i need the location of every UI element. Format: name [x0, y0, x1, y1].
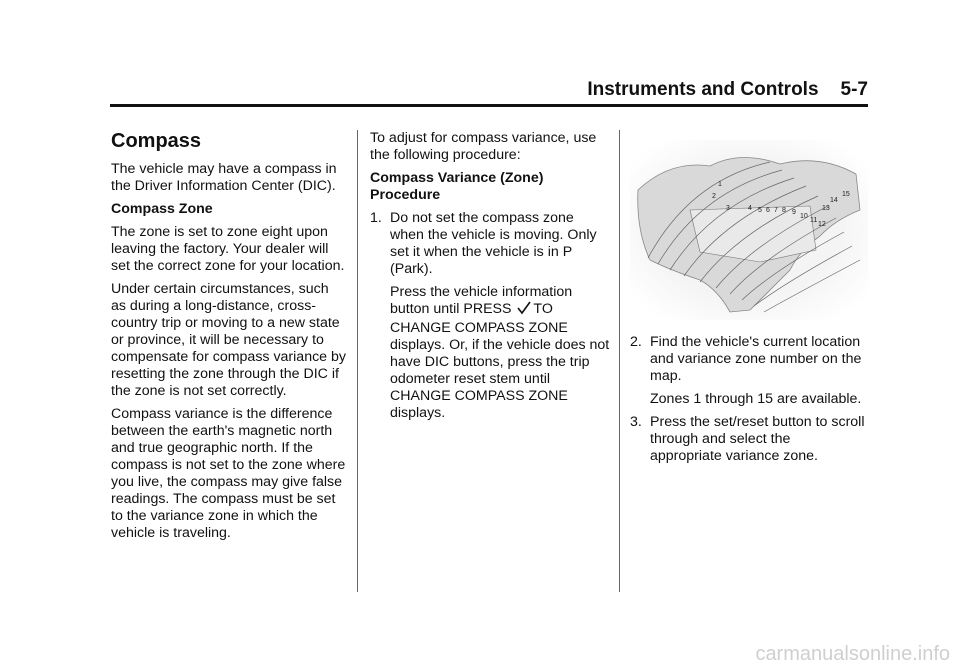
- zone-paragraph-3: Compass variance is the difference between the earth's magnetic north and true geographic north. If the compass is not set to the zone where you live, the compass may give false readings. The compass must be set to the variance zone in which the vehicle is traveling.: [111, 406, 346, 541]
- svg-text:8: 8: [782, 207, 786, 214]
- svg-text:13: 13: [822, 205, 830, 212]
- step-2-detail: Zones 1 through 15 are available.: [650, 391, 862, 407]
- step-number: 2.: [630, 334, 642, 350]
- svg-text:2: 2: [712, 193, 716, 200]
- svg-text:10: 10: [800, 213, 808, 220]
- svg-text:9: 9: [792, 209, 796, 216]
- svg-text:3: 3: [726, 205, 730, 212]
- column-3: [630, 334, 866, 471]
- column-2: [370, 130, 610, 428]
- svg-text:4: 4: [748, 205, 752, 212]
- zone-paragraph-2: Under certain circumstances, such as during a long-distance, cross-country trip or moving to a new state or province, it will be necessary to compensate for compass variance by resetting the zone through the DIC if the zone is not set correctly.: [111, 281, 346, 399]
- chapter-title: Instruments and Controls: [587, 79, 819, 100]
- column-1: [111, 125, 347, 548]
- north-america-map-icon: [630, 140, 868, 320]
- header-title: [587, 79, 868, 101]
- column-divider-1: [357, 130, 358, 592]
- compass-intro: The vehicle may have a compass in the Driver Information Center (DIC).: [111, 161, 337, 194]
- svg-text:5: 5: [758, 207, 762, 214]
- svg-text:14: 14: [830, 197, 838, 204]
- step-text: Do not set the compass zone when the vehicle is moving. Only set it when the vehicle is in P (Park).: [390, 210, 597, 277]
- svg-text:15: 15: [842, 191, 850, 198]
- svg-text:12: 12: [818, 221, 826, 228]
- step-text: Press the set/reset button to scroll through and select the appropriate variance zone.: [650, 414, 865, 464]
- compass-variance-zone-map: [630, 140, 868, 320]
- svg-text:11: 11: [810, 217, 818, 224]
- step-1-detail-a: Press the vehicle information button until PRESS: [390, 284, 573, 317]
- procedure-intro: To adjust for compass variance, use the following procedure:: [370, 130, 597, 163]
- svg-text:6: 6: [766, 207, 770, 214]
- zone-paragraph-1: The zone is set to zone eight upon leaving the factory. Your dealer will set the correct zone for your location.: [111, 224, 345, 274]
- svg-text:7: 7: [774, 207, 778, 214]
- svg-text:1: 1: [718, 181, 722, 188]
- step-number: 3.: [630, 414, 642, 430]
- watermark: carmanualsonline.info: [755, 643, 950, 665]
- step-1-detail-b: TO CHANGE COMPASS ZONE displays. Or, if the vehicle does not have DIC buttons, press the trip odometer reset stem until CHANGE COMPASS ZONE displays.: [390, 301, 610, 421]
- step-2: [630, 334, 866, 408]
- compass-zone-heading: Compass Zone: [111, 201, 213, 217]
- step-number: 1.: [370, 210, 382, 226]
- procedure-heading: Compass Variance (Zone) Procedure: [370, 170, 544, 203]
- step-1: [370, 210, 610, 422]
- step-1-detail: [390, 284, 610, 422]
- step-3: [630, 414, 866, 465]
- page-number: 5-7: [840, 79, 868, 100]
- section-title: Compass: [111, 130, 202, 152]
- checkmark-icon: [517, 301, 531, 320]
- header-rule: [110, 104, 868, 107]
- column-divider-2: [619, 130, 620, 592]
- step-text: Find the vehicle's current location and variance zone number on the map.: [650, 334, 862, 384]
